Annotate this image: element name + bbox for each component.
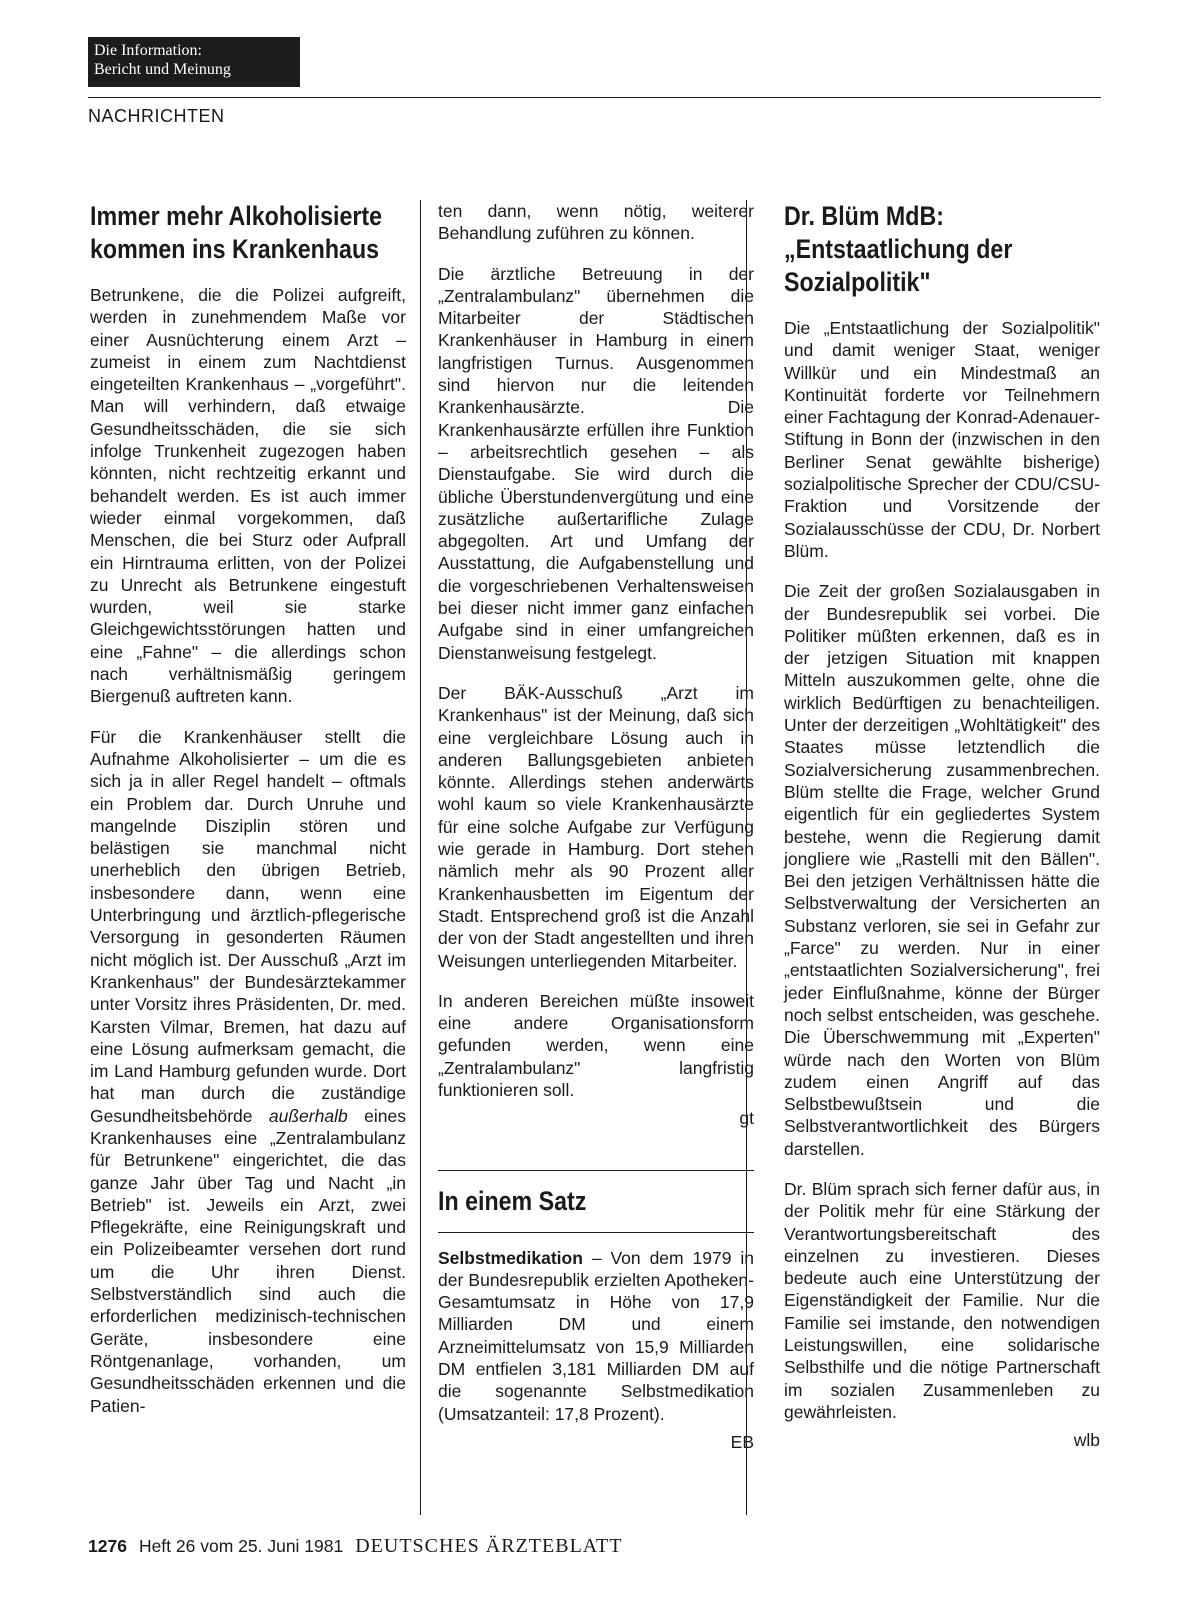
article1-signature: gt bbox=[739, 1108, 754, 1129]
article2-signature: EB bbox=[730, 1431, 754, 1452]
article1-paragraph-2 bbox=[90, 726, 406, 1417]
article1-paragraph-2-b: eines Krankenhauses eine „Zentralambulanz für Betrunkene" eingerichtet, die das ganze Jahr über Tag und Nacht „in Betrieb" ist. Jeweils ein Arzt, zwei Pflegekräfte, eine Reinigungskraft und ein Polizeibeamter versehen dort rund um die Uhr ihren Dienst. Selbstverständlich sind auch die erforderlichen medizinisch-technischen Geräte, insbesondere eine Röntgenanlage, vorhanden, um Gesundheitsschäden erkennen und die Patien- bbox=[90, 1105, 406, 1416]
article1-emphasis: außerhalb bbox=[268, 1105, 348, 1126]
page-footer bbox=[88, 1535, 622, 1558]
article3-paragraph-2: Die Zeit der großen Sozialausgaben in der Bundesrepublik sei vorbei. Die Politiker müßten erkennen, daß es in der jetzigen Situation mit knappen Mitteln auszukommen gelte, ohne die wirklich Bedürftigen zu benachteiligen. Unter der derzeitigen „Wohltätigkeit" des Staates müsse letztendlich die Sozialversicherung zusammenbrechen. Blüm stellte die Frage, welcher Grund eigentlich für ein gegliedertes System bestehe, wenn die Regierung damit jongliere wie „Rastelli mit den Bällen". Bei den jetzigen Verhältnissen hätte die Selbstverwaltung der Versicherten an Substanz verloren, sie sei in Gefahr zur „Farce" zu werden. Nur in einer „entstaatlichten Sozialversicherung", frei jeder Einflußnahme, könne der Bürger noch selbst entscheiden, was geschehe. Die Überschwemmung mit „Experten" würde nach den Worten von Blüm zudem einen Angriff auf das Selbstbewußtsein und die Selbstverantwortlichkeit des Bürgers darstellen. bbox=[784, 581, 1100, 1159]
article2-paragraph bbox=[438, 1247, 754, 1425]
article1-paragraph-2-a: Für die Krankenhäuser stellt die Aufnahme Alkoholisierter – um die es sich ja in aller Regel handelt – oftmals ein Problem dar. Durch Unruhe und mangelnde Disziplin stören und belästigen sie manchmal nicht unerheblich den übrigen Betrieb, insbesondere dann, wenn eine Unterbringung und ärztlich-pflegerische Versorgung in gesonderten Räumen nicht möglich ist. Der Ausschuß „Arzt im Krankenhaus" der Bundesärztekammer unter Vorsitz ihres Präsidenten, Dr. med. Karsten Vilmar, Bremen, hat dazu auf eine Lösung aufmerksam gemacht, die im Land Hamburg gefunden wurde. Dort hat man durch die zuständige Gesundheitsbehörde bbox=[90, 726, 406, 1126]
article1-headline: Immer mehr Alkoholisierte kommen ins Krankenhaus bbox=[90, 201, 383, 264]
issue-info: Heft 26 vom 25. Juni 1981 bbox=[138, 1536, 344, 1556]
article3-headline-line1: Dr. Blüm MdB: bbox=[784, 201, 944, 231]
column-divider-1 bbox=[420, 200, 421, 1515]
article3-headline-line2: „Entstaatlichung der Sozialpolitik" bbox=[784, 234, 1013, 297]
article2-headline: In einem Satz bbox=[438, 1185, 587, 1216]
article1-paragraph-4: Die ärztliche Betreuung in der „Zentralambulanz" übernehmen die Mitarbeiter der Städtischen Krankenhäuser in Hamburg in einem langfristigen Turnus. Ausgenommen sind hiervon nur die leitenden Krankenhausärzte. Die Krankenhausärzte erfüllen ihre Funktion – arbeitsrechtlich gesehen – als Dienstaufgabe. Sie wird durch die übliche Überstundenvergütung und eine zusätzliche außertarifliche Zulage abgegolten. Art und Umfang der Ausstattung, die Aufgabenstellung und die vorgeschriebenen Verhaltensweisen bei dieser nicht immer ganz einfachen Aufgabe sind in einer umfangreichen Dienstanweisung festgelegt. bbox=[438, 263, 754, 663]
article2-rule-bottom bbox=[438, 1232, 754, 1233]
column-2 bbox=[438, 200, 754, 1453]
article3-paragraph-3: Dr. Blüm sprach sich ferner dafür aus, in der Politik mehr für eine Stärkung der Verantwortungsbereitschaft des einzelnen zu investieren. Dieses bedeute auch eine Unterstützung der Eigenständigkeit der Familie. Nur die Familie sei imstande, den notwendigen Leistungswillen, eine solidarische Selbsthilfe und die nötige Partnerschaft im sozialen Zusammenleben zu gewährleisten. bbox=[784, 1178, 1100, 1422]
article1-paragraph-5: Der BÄK-Ausschuß „Arzt im Krankenhaus" ist der Meinung, daß sich eine vergleichbare Lösung auch in anderen Ballungsgebieten anbieten könnte. Allerdings stehen anderwärts wohl kaum so viele Krankenhausärzte für eine solche Aufgabe zur Verfügung wie gerade in Hamburg. Dort stehen nämlich mehr als 90 Prozent aller Krankenhausbetten im Eigentum der Stadt. Entsprechend groß ist die Anzahl der von der Stadt angestellten und ihren Weisungen unterliegenden Mitarbeiter. bbox=[438, 682, 754, 971]
article1-paragraph-6: In anderen Bereichen müßte insoweit eine andere Organisationsform gefunden werden, wenn eine „Zentralambulanz" langfristig funktionieren soll. bbox=[438, 990, 754, 1100]
page-number: 1276 bbox=[88, 1536, 127, 1556]
article2-rule-top bbox=[438, 1170, 754, 1171]
section-title: NACHRICHTEN bbox=[88, 106, 225, 126]
article2-text: – Von dem 1979 in der Bundesrepublik erzielten Apotheken-Gesamtumsatz in Höhe von 17,9 Milliarden DM und einem Arzneimittelumsatz von 15,9 Milliarden DM entfielen 3,181 Milliarden DM auf die sogenannte Selbstmedikation (Umsatzanteil: 17,8 Prozent). bbox=[438, 1247, 754, 1424]
article3-paragraph-1: Die „Entstaatlichung der Sozialpolitik" und damit weniger Staat, weniger Willkür und ein Mindestmaß an Kontinuität forderte vor Teilnehmern einer Fachtagung der Konrad-Adenauer-Stiftung in Bonn der (inzwischen in den Berliner Senat gewählte bisherige) sozialpolitische Sprecher der CDU/CSU-Fraktion und Vorsitzende der Sozialausschüsse der CDU, Dr. Norbert Blüm. bbox=[784, 318, 1100, 561]
header-rule bbox=[88, 97, 1101, 98]
article1-paragraph-3: ten dann, wenn nötig, weiterer Behandlung zuführen zu können. bbox=[438, 201, 754, 244]
journal-name: DEUTSCHES ÄRZTEBLATT bbox=[355, 1535, 623, 1557]
article1-paragraph-1: Betrunkene, die die Polizei aufgreift, werden in zunehmendem Maße vor einer Ausnüchterung einem Arzt – zumeist in einem zum Nachtdienst eingeteilten Krankenhaus – „vorgeführt". Man will verhindern, daß etwaige Gesundheitsschäden, die sie sich infolge Trunkenheit zugezogen haben könnten, nicht rechtzeitig erkannt und behandelt werden. Es ist auch immer wieder einmal vorgekommen, daß Menschen, die bei Sturz oder Aufprall ein Hirntrauma erlitten, von der Polizei zu Unrecht als Betrunkene eingestuft wurden, weil sie starke Gleichgewichtsstörungen hatten und eine „Fahne" – die allerdings schon nach verhältnismäßig geringem Biergenuß auftreten kann. bbox=[90, 285, 406, 707]
article3-headline bbox=[784, 200, 1099, 299]
article3-signature: wlb bbox=[1073, 1430, 1100, 1451]
column-3 bbox=[784, 200, 1100, 1452]
section-badge bbox=[88, 37, 300, 87]
article2-lead: Selbstmedikation bbox=[438, 1247, 583, 1268]
column-1 bbox=[90, 200, 406, 1435]
badge-line-2: Bericht und Meinung bbox=[94, 61, 231, 78]
badge-line-1: Die Information: bbox=[94, 42, 202, 59]
